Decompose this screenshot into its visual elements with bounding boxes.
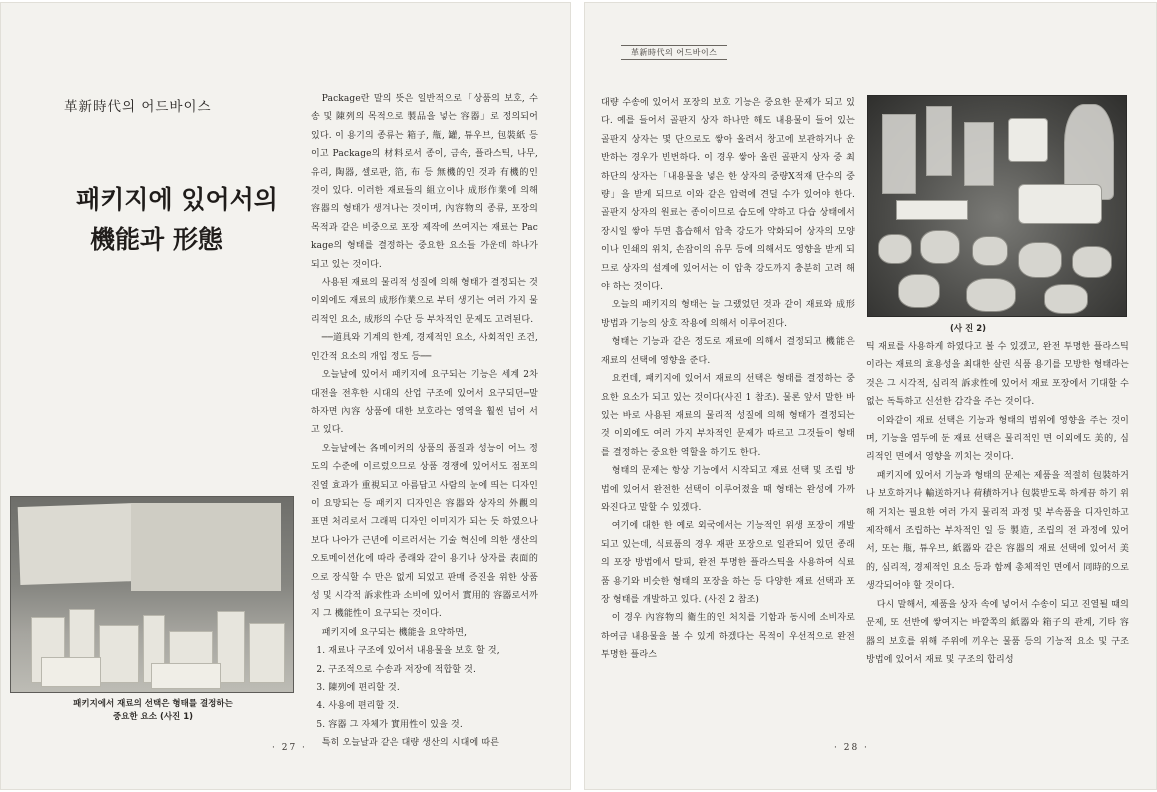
photo-1-package-materials: [10, 496, 294, 693]
paragraph: 형태의 문제는 항상 기능에서 시작되고 재료 선택 및 조립 방법에 있어서 완전한 선택이 이루어졌을 때 형태는 완성에 가까와진다고 말할 수 있겠다.: [601, 466, 855, 513]
paragraph: 패키지에 있어서 기능과 형태의 문제는 제품을 적절히 包裝하거나 보호하거나 輸送하거나 荷積하거나 包裝받도록 하게끔 하기 위해 거치는 필요한 여러 가지 물리적 과정 및 부속품을 디자인하고 제작해서 조립하는 부차적인 일 등 製造, 조립의 전 과정에 있어서, 또는 甁, 튜우브, 紙器와 같은 容器의 재료 선택에 있어서 美的, 심리적, 경제적인 요소 등과 함께 총체적인 면에서 同時的으로 생각되어야 할 것이다.: [866, 470, 1129, 592]
photo-2-caption: (사 진 2): [950, 324, 987, 334]
series-title: 革新時代의 어드바이스: [64, 99, 212, 115]
right-page: [584, 2, 1157, 790]
list-item: 2. 구조적으로 수송과 저장에 적합할 것.: [316, 664, 477, 675]
paragraph: Package란 말의 뜻은 일반적으로「상품의 보호, 수송 및 陳列의 목적으로 製品을 넣는 容器」로 정의되어 있다. 이 용기의 종류는 箱子, 甁, 罐, 튜우브, 包裝紙 등이고 Package의 材料로서 종이, 금속, 플라스틱, 나무, 유리, 陶器, 셀로판, 箔, 布 등 無機的인 것과 有機的인 것이 있다. 이러한 재료들의 組立이나 成形作業에 의해 容器의 형태가 생겨나는 것이며, 內容物의 종류, 포장의 목적과 같은 비중으로 포장 제작에 쓰여지는 재료는 Package의 형태를 결정하는 중요한 요소들 가운데 하나가 되고 있는 것이다.: [311, 94, 538, 270]
running-header: 革新時代의 어드바이스: [621, 45, 727, 60]
article-title: [76, 180, 296, 260]
paragraph: 이 경우 內容物의 衛生的인 처치를 기함과 동시에 소비자로 하여금 내용물을 볼 수 있게 하겠다는 목적이 우선적으로 완전 투명한 플라스: [601, 613, 855, 661]
title-line-2: 機能과 形態: [90, 225, 223, 254]
page-number: · 28 ·: [834, 743, 869, 753]
title-line-1: 패키지에 있어서의: [76, 185, 278, 214]
list-item: 3. 陳列에 편리할 것.: [316, 683, 400, 693]
photo-2-transparent-containers: [867, 95, 1127, 317]
book-gutter: [571, 0, 584, 792]
paragraph: 오늘날에는 各메이커의 상품의 품질과 성능이 어느 정도의 수준에 이르렀으므로 상품 경쟁에 있어서도 점포의 진열 효과가 重視되고 아름답고 사람의 눈에 띄는 디자인이 요망되는 등 패키지 디자인은 容器와 상자의 外觀의 표면 처리로서 그래픽 디자인 이미지가 되는 듯 하였으나 보다 나아가 근년에 이르러서는 기술 혁신에 의한 생산의 오토메이션化에 따라 종래와 같이 용기나 상자를 表面的으로 장식할 수 만은 없게 되었고 판매 증진을 위한 상품성 및 시각적 訴求性과 소비에 있어서 實用的 容器로서까지 그 機能性이 요구되는 것이다.: [311, 443, 538, 620]
photo-1-caption: 패키지에서 재료의 선택은 형태를 결정하는 중요한 요소 (사진 1): [73, 699, 233, 722]
paragraph: 이와같이 재료 선택은 기능과 형태의 범위에 영향을 주는 것이며, 기능을 염두에 둔 재료 선택은 물리적인 면 이외에도 美的, 심리적인 면에서 영향을 끼치는 것이다.: [866, 415, 1129, 463]
paragraph: 여기에 대한 한 예로 외국에서는 기능적인 위생 포장이 개발되고 있는데, 식료품의 경우 재판 포장으로 일관되어 있던 종래의 포장 방법에서 탈피, 완전 투명한 플라스틱을 사용하여 식료품 용기와 비슷한 형태의 포장을 하는 등 다양한 재료 선택과 포장 형태를 개발하고 있다. (사진 2 참조): [601, 521, 855, 605]
paragraph: 패키지에 요구되는 機能을 요약하면,: [321, 627, 468, 638]
right-text-column-2: [866, 338, 1129, 669]
paragraph: 다시 말해서, 제품을 상자 속에 넣어서 수송이 되고 진열될 때의 문제, 또 선반에 쌓여지는 바깥쪽의 紙器와 箱子의 관계, 기타 容器의 보호를 위해 주위에 끼우는 물품 등의 기능적 요소 및 구조 방법에 있어서 재료 및 구조의 합리성: [866, 599, 1129, 665]
paragraph: ──道具와 기계의 한계, 경제적인 요소, 사회적인 조건, 인간적 요소의 개입 정도 등──: [311, 333, 538, 362]
page-number: · 27 ·: [272, 743, 307, 753]
paragraph: 오늘의 패키지의 형태는 늘 그랬었던 것과 같이 재료와 成形 방법과 기능의 상호 작용에 의해서 이루어진다.: [601, 300, 855, 329]
paragraph: 요컨데, 패키지에 있어서 재료의 선택은 형태를 결정하는 중요한 요소가 되고 있는 것이다(사진 1 참조). 물론 앞서 말한 바 있는 바로 사용된 재료의 물리적 성질에 의해 형태가 결정되는 것 이외에도 여러 가지 부차적인 문제가 따르고 그것들이 형태를 결정하는 중요한 역할을 하기도 한다.: [601, 374, 855, 458]
paragraph: 오늘날에 있어서 패키지에 요구되는 기능은 세계 2차 대전을 전후한 시대의 산업 구조에 있어서 요구되던─말하자면 內容 상품에 대한 보호라는 영역을 훨씬 넘어 서고 있다.: [311, 370, 538, 436]
paragraph: 형태는 기능과 같은 정도로 재료에 의해서 결정되고 機能은 재료의 선택에 영향을 준다.: [601, 337, 855, 366]
left-page: [0, 2, 571, 790]
list-item: 5. 容器 그 자체가 實用性이 있을 것.: [316, 719, 463, 730]
paragraph: 특히 오늘날과 같은 대량 생산의 시대에 따른: [321, 738, 500, 749]
left-text-column: [311, 90, 538, 753]
paragraph: 사용된 재료의 물리적 성질에 의해 형태가 결정되는 것 이외에도 재료의 成形作業으로 부터 생기는 여러 가지 물리적인 요소, 成形의 수단 등 부차적인 문제도 고려된다.: [311, 278, 538, 325]
paragraph: 대량 수송에 있어서 포장의 보호 기능은 중요한 문제가 되고 있다. 예를 들어서 골판지 상자 하나만 해도 내용물이 들어 있는 골판지 상자는 몇 단으로도 쌓아 올려서 창고에 보관하거나 운반하는 경우가 빈번하다. 이 경우 쌓아 올린 골판지 상자 중 최하단의 상자는「내용물을 넣은 한 상자의 중량X적재 단수의 중량」을 받게 되므로 이와 같은 압력에 견딜 수가 있어야 한다. 골판지 상자의 원료는 종이이므로 습도에 약하고 다습 상태에서 장시일 쌓아 두면 흡습해서 압축 강도가 약화되어 상자의 모양이나 인쇄의 위치, 손잡이의 유무 등에 의해서도 영향을 받게 되므로 상자의 설계에 있어서는 이 압축 강도까지 충분히 고려 해야 하는 것이다.: [601, 98, 855, 293]
list-item: 4. 사용에 편리할 것.: [316, 701, 400, 712]
paragraph: 틱 재료를 사용하게 하였다고 볼 수 있겠고, 완전 투명한 플라스틱이라는 재료의 효용성을 최대한 살린 식품 용기를 모방한 형태라는 것은 그 시각적, 심리적 訴求性에 있어서 재료 포장에서 기대할 수 없는 독특하고 신선한 감각을 주는 것이다.: [866, 342, 1129, 408]
right-text-column-1: [601, 94, 855, 665]
list-item: 1. 재료나 구조에 있어서 내용물을 보호 할 것,: [316, 646, 500, 657]
